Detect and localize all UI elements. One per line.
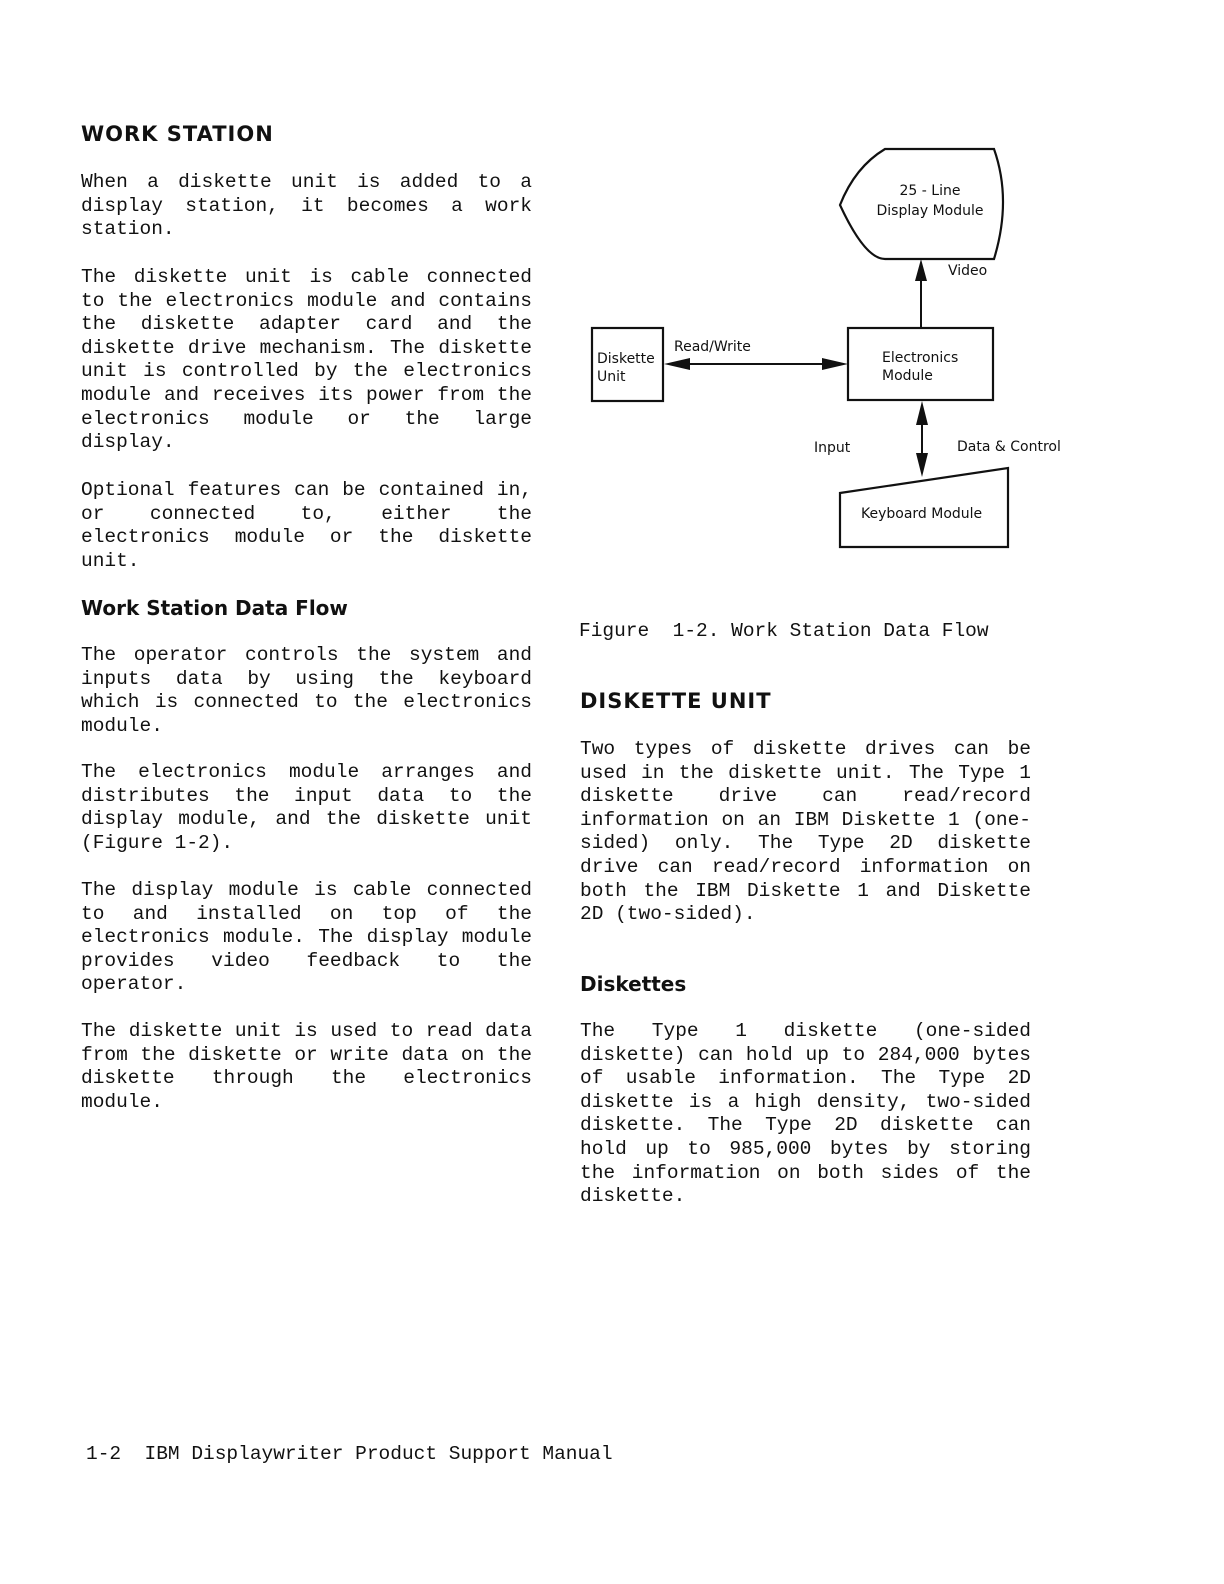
- display-module-label-line2: Display Module: [876, 203, 984, 219]
- diskette-unit-heading: DISKETTE UNIT: [580, 689, 772, 713]
- diskettes-paragraph: The Type 1 diskette (one-sided diskette) can hold up to 284,000 bytes of usable information. The Type 2D diskette is a high density, two-sided diskette. The Type 2D diskette can hold up to 985,000 bytes by storing the information on both sides of the diskette.: [580, 1020, 1031, 1208]
- data-control-label: Data & Control: [957, 439, 1061, 455]
- video-label: Video: [948, 263, 988, 279]
- page-footer: 1-2 IBM Displaywriter Product Support Manual: [86, 1443, 613, 1465]
- read-write-arrowhead-left: [664, 358, 690, 370]
- work-station-paragraph-1: When a diskette unit is added to a display station, it becomes a work station.: [81, 171, 532, 241]
- data-flow-paragraph-1: The operator controls the system and inputs data by using the keyboard which is connected to the electronics module.: [81, 644, 532, 737]
- data-flow-heading: Work Station Data Flow: [81, 596, 348, 620]
- work-station-paragraph-3: Optional features can be contained in, or connected to, either the electronics module or the diskette unit.: [81, 479, 532, 572]
- diskette-unit-label-line1: Diskette: [597, 351, 655, 367]
- diskettes-heading: Diskettes: [580, 972, 687, 996]
- input-arrowhead-down: [916, 453, 928, 477]
- diskette-unit-paragraph: Two types of diskette drives can be used in the diskette unit. The Type 1 diskette drive can read/record information on an IBM Diskette 1 (one-sided) only. The Type 2D diskette drive can read/record information on both the IBM Diskette 1 and Diskette 2D (two-sided).: [580, 738, 1031, 926]
- figure-caption: Figure 1-2. Work Station Data Flow: [579, 620, 989, 642]
- data-flow-paragraph-3: The display module is cable connected to and installed on top of the electronics module. The display module provides video feedback to the operator.: [81, 879, 532, 996]
- video-arrowhead: [915, 259, 927, 281]
- electronics-module-label-line1: Electronics: [882, 350, 959, 366]
- input-label: Input: [814, 440, 851, 456]
- work-station-heading: WORK STATION: [81, 122, 274, 146]
- work-station-paragraph-2: The diskette unit is cable connected to the electronics module and contains the diskette adapter card and the diskette drive mechanism. The diskette unit is controlled by the electronics module and receives its power from the electronics module or the large display.: [81, 266, 532, 454]
- input-arrowhead-up: [916, 401, 928, 425]
- read-write-label: Read/Write: [674, 339, 751, 355]
- display-module-label-line1: 25 - Line: [899, 183, 961, 199]
- data-flow-diagram: [560, 135, 1080, 565]
- read-write-arrowhead-right: [822, 358, 848, 370]
- data-flow-paragraph-4: The diskette unit is used to read data from the diskette or write data on the diskette through the electronics module.: [81, 1020, 532, 1113]
- data-flow-paragraph-2: The electronics module arranges and distributes the input data to the display module, and the diskette unit (Figure 1-2).: [81, 761, 532, 854]
- electronics-module-label-line2: Module: [882, 368, 933, 384]
- diskette-unit-label-line2: Unit: [597, 369, 626, 385]
- keyboard-module-label: Keyboard Module: [861, 506, 983, 522]
